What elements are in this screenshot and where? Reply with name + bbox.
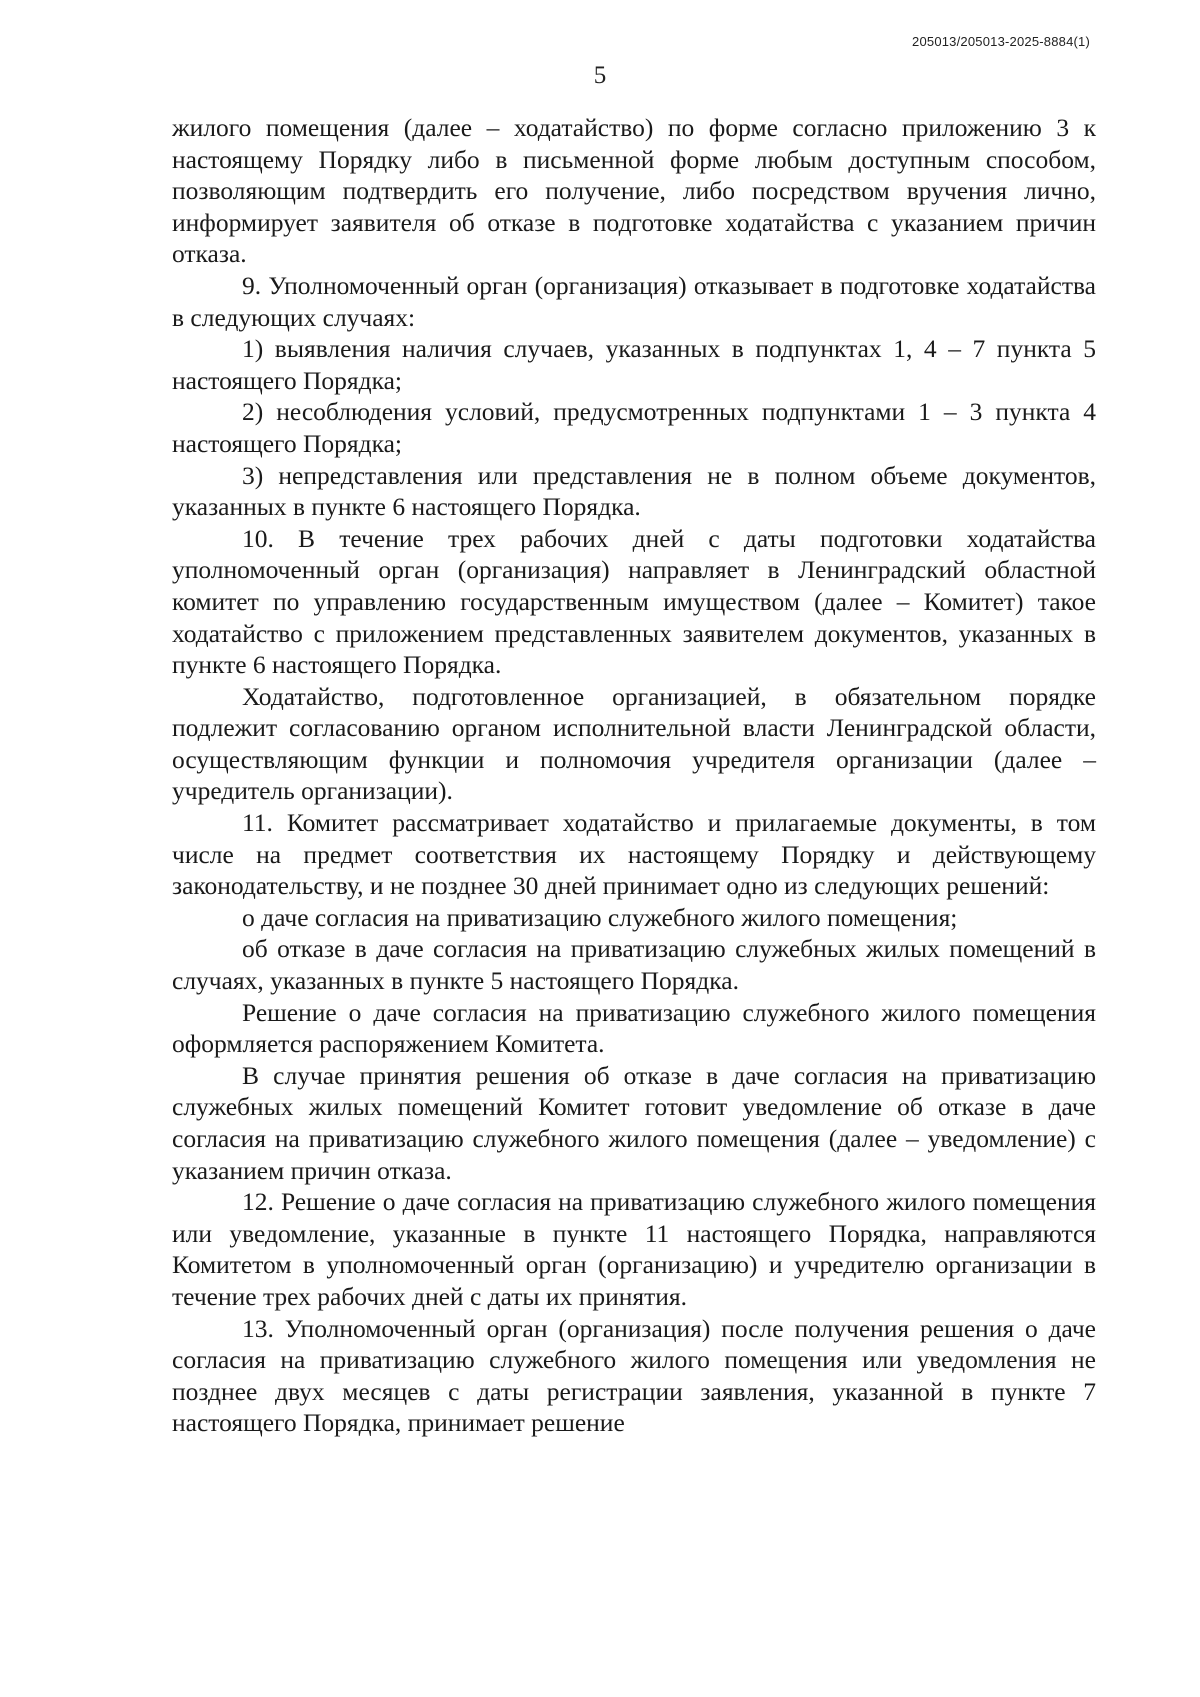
paragraph-item-9: 9. Уполномоченный орган (организация) отказывает в подготовке ходатайства в следующих случаях: bbox=[172, 270, 1096, 332]
paragraph-item-13: 13. Уполномоченный орган (организация) после получения решения о даче согласия на приватизацию служебного жилого помещения или уведомления не позднее двух месяцев с даты регистрации заявления, указанной в пункте 7 настоящего Порядка, принимает решение bbox=[172, 1313, 1096, 1438]
paragraph-refusal-notice: В случае принятия решения об отказе в даче согласия на приватизацию служебных жилых помещений Комитет готовит уведомление об отказе в даче согласия на приватизацию служебного жилого помещения (далее – уведомление) с указанием причин отказа. bbox=[172, 1060, 1096, 1185]
paragraph-subitem-3: 3) непредставления или представления не в полном объеме документов, указанных в пункте 6 настоящего Порядка. bbox=[172, 460, 1096, 522]
paragraph-decision-refusal: об отказе в даче согласия на приватизацию служебных жилых помещений в случаях, указанных в пункте 5 настоящего Порядка. bbox=[172, 934, 1096, 996]
paragraph-item-10-note: Ходатайство, подготовленное организацией, в обязательном порядке подлежит согласованию органом исполнительной власти Ленинградской области, осуществляющим функции и полномочия учредителя организации (далее – учредитель организации). bbox=[172, 681, 1096, 806]
paragraph-item-12: 12. Решение о даче согласия на приватизацию служебного жилого помещения или уведомление, указанные в пункте 11 настоящего Порядка, направляются Комитетом в уполномоченный орган (организацию) и учредителю организации в течение трех рабочих дней с даты их принятия. bbox=[172, 1187, 1096, 1311]
paragraph-decision-form: Решение о даче согласия на приватизацию служебного жилого помещения оформляется распоряжением Комитета. bbox=[172, 997, 1096, 1059]
page-number: 5 bbox=[593, 62, 607, 89]
paragraph-subitem-2: 2) несоблюдения условий, предусмотренных подпунктами 1 – 3 пункта 4 настоящего Порядка; bbox=[172, 397, 1096, 458]
paragraph-decision-consent: о даче согласия на приватизацию служебного жилого помещения; bbox=[242, 902, 958, 932]
paragraph-item-10: 10. В течение трех рабочих дней с даты подготовки ходатайства уполномоченный орган (организация) направляет в Ленинградский областной комитет по управлению государственным имуществом (далее – Комитет) такое ходатайство с приложением представленных заявителем документов, указанных в пункте 6 настоящего Порядка. bbox=[172, 523, 1096, 680]
document-body bbox=[172, 112, 1096, 1439]
paragraph-subitem-1: 1) выявления наличия случаев, указанных в подпунктах 1, 4 – 7 пункта 5 настоящего Порядка; bbox=[172, 334, 1096, 395]
document-id: 205013/205013-2025-8884(1) bbox=[912, 34, 1090, 49]
paragraph-continuation: жилого помещения (далее – ходатайство) по форме согласно приложению 3 к настоящему Порядку либо в письменной форме любым доступным способом, позволяющим подтвердить его получение, либо посредством вручения лично, информирует заявителя об отказе в подготовке ходатайства с указанием причин отказа. bbox=[172, 113, 1096, 269]
paragraph-item-11: 11. Комитет рассматривает ходатайство и прилагаемые документы, в том числе на предмет соответствия их настоящему Порядку и действующему законодательству, и не позднее 30 дней принимает одно из следующих решений: bbox=[172, 808, 1096, 901]
